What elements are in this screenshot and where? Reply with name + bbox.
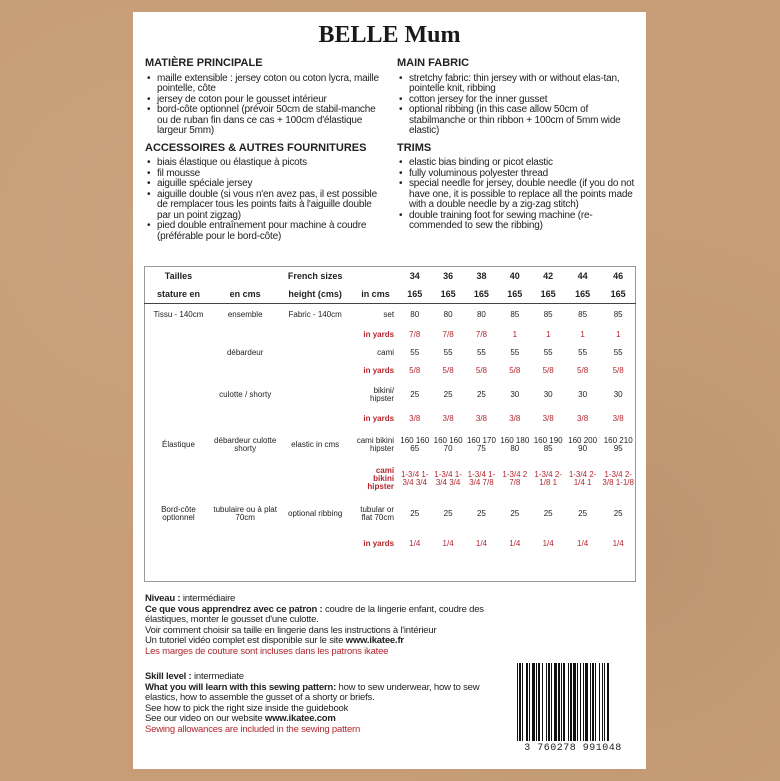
- table-cell: 30: [578, 389, 588, 399]
- learn-value-en: how to sew underwear, how to sew elastics, how to assemble the gusset of a shorty or briefs.: [145, 681, 480, 703]
- size-header: 44: [577, 271, 588, 281]
- table-cell: 160 200 90: [568, 435, 598, 453]
- height-cell: 165: [565, 285, 601, 304]
- height-cell: 165: [398, 285, 431, 304]
- height-cell: 165: [431, 285, 464, 304]
- table-cell: 55: [476, 347, 486, 357]
- table-cell: tubular or flat 70cm: [360, 504, 395, 522]
- table-cell: 55: [410, 347, 420, 357]
- table-cell: 160 210 95: [603, 435, 633, 453]
- table-cell: 25: [510, 508, 520, 518]
- list-item: • maille extensible : jersey coton ou coton lycra, maille pointelle, côte: [157, 74, 385, 95]
- table-cell: 3/8: [577, 413, 589, 423]
- table-cell: ensemble: [227, 309, 263, 319]
- table-cell: débardeur: [226, 347, 264, 357]
- header-cell: French sizes: [287, 271, 343, 281]
- list-item: • biais élastique ou élastique à picots: [157, 158, 385, 169]
- english-materials-column: [397, 58, 637, 238]
- list-item: • stretchy fabric: thin jersey with or without elas-tan, pointelle knit, ribbing: [409, 74, 637, 95]
- table-cell: 80: [443, 309, 453, 319]
- table-cell: 7/8: [442, 329, 454, 339]
- table-cell: 160 160 70: [433, 435, 463, 453]
- table-cell: 30: [613, 389, 623, 399]
- table-cell: Élastique: [161, 439, 195, 449]
- table-cell: culotte / shorty: [219, 389, 272, 399]
- table-cell: in yards: [363, 365, 395, 375]
- list-item: • jersey de coton pour le gousset intérieur: [157, 95, 385, 106]
- pattern-label-sheet: [133, 12, 646, 769]
- level-label-fr: Niveau :: [145, 593, 181, 604]
- table-cell: 3/8: [475, 413, 487, 423]
- table-cell: cami: [377, 347, 395, 357]
- table-cell: 3/8: [612, 413, 624, 423]
- table-cell: 1-3/4 2 7/8: [502, 469, 528, 487]
- level-value-en: intermediate: [193, 671, 244, 682]
- list-item: • aiguille double (si vous n'en avez pas, il est possible de remplacer tous les points faits à l'aiguille double par un point zigzag): [157, 190, 385, 222]
- table-cell: 1: [615, 329, 621, 339]
- size-header: 36: [443, 271, 454, 281]
- table-cell: 1/4: [509, 538, 521, 548]
- table-cell: bikini/ hipster: [370, 385, 395, 403]
- table-cell: 55: [578, 347, 588, 357]
- table-cell: 1-3/4 1-3/4 3/4: [400, 469, 429, 487]
- table-row: [144, 428, 636, 462]
- table-cell: 80: [476, 309, 486, 319]
- size-header: 34: [409, 271, 420, 281]
- list-item: • double training foot for sewing machine (re-commended to sew the ribbing): [409, 211, 637, 232]
- height-cell: 165: [531, 285, 564, 304]
- section-title-trims-en: TRIMS: [397, 141, 432, 154]
- size-header: 46: [613, 271, 624, 281]
- table-cell: 25: [613, 508, 623, 518]
- table-row: [144, 362, 636, 380]
- table-cell: 30: [543, 389, 553, 399]
- header-cell: [213, 267, 278, 285]
- table-row: [144, 532, 636, 556]
- table-cell: 25: [476, 508, 486, 518]
- table-cell: 1/4: [409, 538, 421, 548]
- page-title: BELLE Mum: [318, 22, 461, 48]
- table-cell: 55: [613, 347, 623, 357]
- size-note-fr: Voir comment choisir sa taille en lingerie dans les instructions à l'intérieur: [145, 624, 437, 636]
- table-cell: 5/8: [542, 365, 554, 375]
- table-header-row: [144, 267, 636, 285]
- table-cell: 3/8: [442, 413, 454, 423]
- main-fabric-list-en: [397, 74, 637, 137]
- table-cell: 25: [578, 508, 588, 518]
- table-cell: 1-3/4 2-1/4 1: [568, 469, 597, 487]
- info-french: [145, 594, 505, 657]
- level-value-fr: intermédiaire: [182, 593, 236, 604]
- header-cell: en cms: [213, 285, 278, 304]
- table-cell: in yards: [363, 413, 395, 423]
- list-item: • cotton jersey for the inner gusset: [409, 95, 637, 106]
- list-item: • bord-côte optionnel (prévoir 50cm de stabil-manche ou de ruban fin dans ce cas + 100cm d'élastique largeur 5mm): [157, 105, 385, 137]
- table-cell: set: [383, 309, 395, 319]
- table-cell: 3/8: [509, 413, 521, 423]
- table-row: [144, 304, 636, 326]
- size-note-en: See how to pick the right size inside the guidebook: [145, 702, 349, 714]
- table-cell: 25: [443, 508, 453, 518]
- learn-label-fr: Ce que vous apprendrez avec ce patron :: [145, 603, 323, 615]
- table-cell: 1-3/4 1-3/4 3/4: [434, 469, 462, 487]
- table-cell: in yards: [363, 538, 395, 548]
- table-cell: 5/8: [409, 365, 421, 375]
- learn-value-fr: coudre de la lingerie enfant, coudre des élastiques, monter le gousset d'une culotte.: [145, 603, 484, 625]
- table-cell: cami bikini hipster: [367, 465, 395, 491]
- tutorial-note-fr: Un tutoriel vidéo complet est disponible sur le site: [145, 635, 346, 646]
- header-cell: Tailles: [164, 271, 193, 281]
- table-cell: 5/8: [509, 365, 521, 375]
- table-header-row: [144, 285, 636, 304]
- height-cell: 165: [498, 285, 531, 304]
- list-item: • pied double entraînement pour machine à coudre (préférable pour le bord-côte): [157, 221, 385, 242]
- table-cell: 85: [613, 309, 623, 319]
- table-cell: 80: [410, 309, 420, 319]
- table-cell: 1/4: [577, 538, 589, 548]
- table-row: [144, 380, 636, 410]
- section-title-main-fabric-fr: MATIÈRE PRINCIPALE: [145, 57, 263, 69]
- height-cell: 165: [465, 285, 498, 304]
- table-cell: 85: [510, 309, 520, 319]
- table-cell: 30: [510, 389, 520, 399]
- level-label-en: Skill level :: [145, 671, 192, 682]
- section-title-accessories-fr: ACCESSOIRES & AUTRES FOURNITURES: [145, 141, 367, 154]
- list-item: • aiguille spéciale jersey: [157, 179, 385, 190]
- list-item: • fully voluminous polyester thread: [409, 169, 637, 180]
- table-cell: 1/4: [475, 538, 487, 548]
- table-row: [144, 326, 636, 344]
- table-cell: 3/8: [542, 413, 554, 423]
- size-header: 40: [509, 271, 520, 281]
- table-cell: 1/4: [542, 538, 554, 548]
- table-cell: 1: [580, 329, 585, 339]
- table-cell: 1: [512, 329, 518, 339]
- table-cell: Fabric - 140cm: [288, 309, 342, 319]
- table-cell: 5/8: [475, 365, 487, 375]
- accessories-list-fr: [145, 158, 385, 242]
- seam-note-fr: Les marges de couture sont incluses dans les patrons ikatee: [145, 645, 389, 657]
- barcode-bars: [517, 663, 631, 741]
- size-header: 42: [543, 271, 554, 281]
- table-cell: 5/8: [577, 365, 589, 375]
- header-cell: [353, 267, 398, 285]
- table-cell: 1-3/4 2-3/8 1-1/8: [602, 469, 634, 487]
- barcode: [511, 663, 635, 755]
- table-cell: Tissu - 140cm: [153, 309, 204, 319]
- table-cell: tubulaire ou à plat 70cm: [213, 504, 277, 522]
- table-cell: 1/4: [612, 538, 624, 548]
- table-cell: 1-3/4 1-3/4 7/8: [467, 469, 496, 487]
- table-cell: 25: [410, 508, 420, 518]
- header-cell: stature en: [144, 285, 213, 304]
- list-item: • special needle for jersey, double needle (if you do not have one, it is possible to replace all the points made with a double needle by a zig-zag stitch): [409, 179, 637, 211]
- table-cell: 160 180 80: [500, 435, 530, 453]
- table-cell: 5/8: [442, 365, 454, 375]
- list-item: • elastic bias binding or picot elastic: [409, 158, 637, 169]
- website-link-en[interactable]: www.ikatee.com: [264, 713, 336, 724]
- table-cell: 160 170 75: [466, 435, 496, 453]
- learn-label-en: What you will learn with this sewing pattern:: [145, 681, 337, 693]
- table-cell: 1/4: [442, 538, 454, 548]
- table-cell: 5/8: [612, 365, 624, 375]
- size-chart-table: [144, 267, 636, 556]
- height-cell: 165: [600, 285, 636, 304]
- size-header: 38: [476, 271, 487, 281]
- french-materials-column: [145, 58, 385, 248]
- table-row: [144, 462, 636, 496]
- table-cell: 55: [443, 347, 453, 357]
- table-cell: 25: [476, 389, 486, 399]
- table-cell: 1: [545, 329, 551, 339]
- header-cell: in cms: [353, 285, 398, 304]
- table-cell: 160 190 85: [533, 435, 563, 453]
- table-cell: elastic in cms: [291, 439, 340, 449]
- table-row: [144, 344, 636, 362]
- table-cell: 85: [543, 309, 553, 319]
- seam-note-en: Sewing allowances are included in the sewing pattern: [145, 723, 361, 735]
- info-english: [145, 672, 505, 735]
- table-row: [144, 496, 636, 532]
- table-cell: 55: [510, 347, 520, 357]
- trims-list-en: [397, 158, 637, 232]
- table-cell: in yards: [363, 329, 395, 339]
- main-fabric-list-fr: [145, 74, 385, 137]
- video-note-en: See our video on our website: [145, 713, 265, 724]
- table-row: [144, 410, 636, 428]
- section-title-main-fabric-en: MAIN FABRIC: [397, 57, 470, 69]
- table-cell: 25: [410, 389, 420, 399]
- table-cell: débardeur culotte shorty: [214, 435, 277, 453]
- table-cell: Bord-côte optionnel: [161, 504, 196, 522]
- header-cell: height (cms): [277, 285, 352, 304]
- table-cell: 7/8: [409, 329, 421, 339]
- table-cell: 25: [543, 508, 553, 518]
- list-item: • fil mousse: [157, 169, 385, 180]
- table-cell: 160 160 65: [400, 435, 430, 453]
- table-cell: cami bikini hipster: [356, 435, 395, 453]
- table-cell: 7/8: [475, 329, 487, 339]
- table-cell: 85: [578, 309, 588, 319]
- barcode-digits: 3 760278 991048: [524, 743, 622, 754]
- table-cell: 3/8: [409, 413, 421, 423]
- table-cell: 25: [443, 389, 453, 399]
- table-cell: 55: [543, 347, 553, 357]
- table-cell: 1-3/4 2-1/8 1: [534, 469, 562, 487]
- website-link-fr[interactable]: www.ikatee.fr: [345, 635, 404, 646]
- list-item: • optional ribbing (in this case allow 50cm of stabilmanche or thin ribbon + 100cm of 5mm wide elastic): [409, 105, 637, 137]
- table-cell: optional ribbing: [288, 508, 343, 518]
